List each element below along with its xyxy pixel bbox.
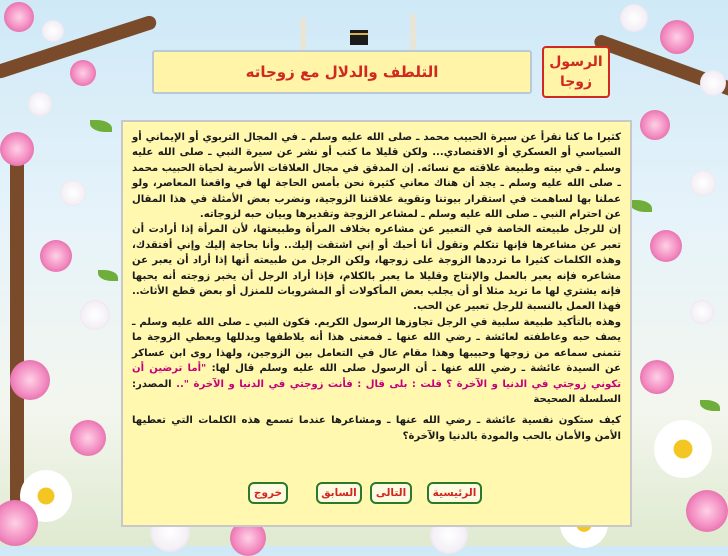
kaaba-icon xyxy=(350,30,368,45)
hadith-quote: "أما ترضين أن تكوني زوجتي في الدنيا و الآخرة ؟ قلت : بلى قال : فأنت زوجتي في الدنيا و الآخرة ".. xyxy=(132,363,621,390)
exit-button[interactable] xyxy=(248,482,288,504)
flower-pink xyxy=(0,132,34,166)
flower-white xyxy=(42,20,64,42)
previous-button-label: السابق xyxy=(321,487,357,499)
flower-pink xyxy=(640,110,670,140)
flower-pink xyxy=(650,230,682,262)
closing-question: كيف ستكون نفسية عائشة ـ رضي الله عنها ـ ومشاعرها عندما تسمع هذه الكلمات التي تعطيها الأمن والأمان بالحب والمودة بالدنيا والآخرة؟ xyxy=(132,415,621,442)
flower-white xyxy=(28,92,52,116)
flower-pink xyxy=(660,20,694,54)
flower-daisy xyxy=(654,420,712,478)
previous-button[interactable] xyxy=(316,482,362,504)
flower-white xyxy=(620,4,648,32)
paragraph xyxy=(132,315,621,407)
slide-title xyxy=(152,50,532,94)
flower-pink xyxy=(40,240,72,272)
paragraph-text: وهذه بالتأكيد طبيعة سلبية في الرجل تجاوزها الرسول الكريم. فكون النبي ـ صلى الله عليه وسلم ـ يصف حبه وعاطفته لعائشة ـ رضي الله عنها ـ فمعنى هذا أنه يلاطفها ويدللها ويعطي الزوجة ما تتمنى سماعه من زوجها وحبيبها وهذا مقام عال في التعامل بين الزوجين، ولهذا روى ابن عساكر عن السيدة عائشة ـ رضي الله عنها ـ أن الرسول صلى الله عليه وسلم قال لها: xyxy=(132,316,622,375)
next-button-label: التالى xyxy=(375,487,407,499)
flower-pink xyxy=(4,2,34,32)
flower-pink xyxy=(0,500,38,546)
leaf xyxy=(98,270,118,281)
leaf xyxy=(630,200,652,212)
home-button[interactable] xyxy=(427,482,482,504)
flower-white xyxy=(690,170,716,196)
flower-pink xyxy=(640,360,674,394)
flower-white xyxy=(80,300,110,330)
source-citation: المصدر: السلسلة الصحيحة xyxy=(132,378,621,405)
branch-left-trunk xyxy=(10,150,24,530)
flower-pink xyxy=(70,60,96,86)
leaf xyxy=(90,120,112,132)
paragraph: كثيرا ما كنا نقرأ عن سيرة الحبيب محمد ـ صلى الله عليه وسلم ـ في المجال التربوي أو الإيماني أو السياسي أو العسكري أو الاقتصادي... ولكن قليلا ما كتب أو نشر عن سيرة النبي ـ صلى الله عليه وسلم ـ في بيته وطبيعة علاقته مع نسائه. إن المدقق في مجال العلاقات الأسرية لحياة الحبيب محمد ـ صلى الله عليه وسلم ـ يجد أن هناك معاني كثيرة نحن بأمس الحاجة لها في واقعنا المعاصر، ولو عملنا بها لساهمت في استقرار بيوتنا وتقوية علاقتنا الزوجية، ونضرب بعض الأمثلة في هذا المقال عن احترام النبي ـ صلى الله عليه وسلم ـ لمشاعر الزوجة وتقديرها وبيان حبه لزوجاته. xyxy=(132,132,621,221)
content-panel xyxy=(121,120,632,527)
flower-pink xyxy=(70,420,106,456)
section-label-line1: الرسول xyxy=(549,54,603,70)
next-button[interactable] xyxy=(370,482,412,504)
paragraph: إن للرجل طبيعته الخاصة في التعبير عن مشاعره بخلاف المرأة وطبيعتها، لأن المرأة إذا أرادت أن تعبر عن مشاعرها فإنها تتكلم وتقول أنا أحبك أو إني اشتقت إليك.. وأنا بحاجة إليك وإني أفتقدك، وهذه الكلمات كثيرا ما ترددها الزوجة على زوجها، ولكن الرجل من طبيعته أنها إذا أراد أن يعبر عن مشاعره فإنه يعبر بالعمل والإنتاج وقليلا ما يعبر بالكلام، فإذا أراد الرجل أن يخبر زوجته أنه يحبها فإنه يشتري لها ما تريد مثلا أو أن يجلب بعض المأكولات أو المشروبات للمنزل أو بعض قطع الأثاث.. فهذا العمل بالنسبة للرجل تعبير عن الحب. xyxy=(132,224,621,313)
flower-white xyxy=(700,70,726,96)
leaf xyxy=(700,400,720,411)
home-button-label: الرئيسية xyxy=(432,487,477,499)
section-label xyxy=(542,46,610,98)
exit-button-label: خروج xyxy=(253,487,283,499)
slide-title-text: التلطف والدلال مع زوجاته xyxy=(245,63,439,81)
flower-pink xyxy=(10,360,50,400)
section-label-line2: زوجا xyxy=(559,74,593,90)
flower-white xyxy=(690,300,714,324)
flower-white xyxy=(60,180,86,206)
flower-pink xyxy=(686,490,728,532)
